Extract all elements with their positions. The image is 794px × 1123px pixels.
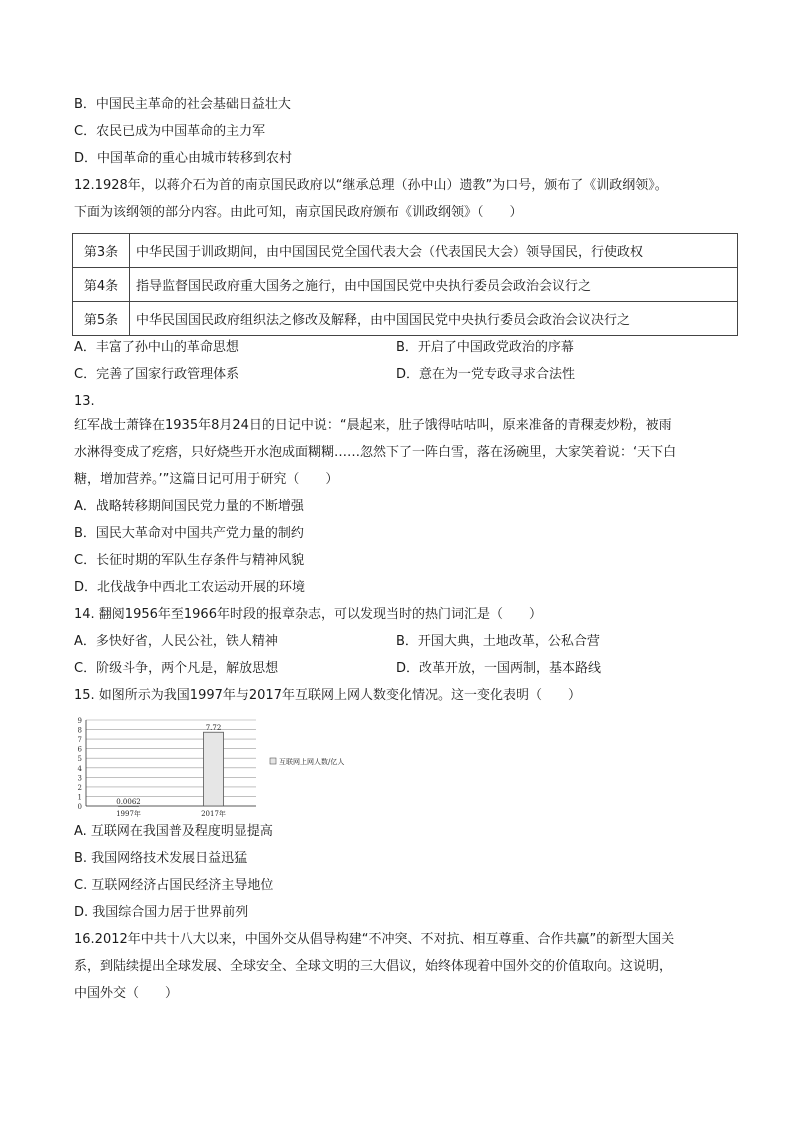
table-row <box>73 234 738 268</box>
legend-swatch <box>270 758 276 764</box>
data-label: 0.0062 <box>116 797 141 806</box>
q11-option-c: C．农民已成为中国革命的主力军 <box>74 124 266 139</box>
q14-option-c: C．阶级斗争，两个凡是，解放思想 <box>74 661 279 676</box>
chart-legend <box>270 757 344 766</box>
y-tick-label: 3 <box>77 774 82 783</box>
x-tick-label: 2017年 <box>201 810 226 818</box>
y-tick-label: 0 <box>77 803 82 811</box>
y-tick-label: 7 <box>77 736 82 745</box>
legend-label: 互联网上网人数/亿人 <box>279 758 345 766</box>
article-number: 第3条 <box>73 234 130 268</box>
article-content: 指导监督国民政府重大国务之施行，由中国国民党中央执行委员会政治会议行之 <box>130 268 738 302</box>
q15-option-a: A. 互联网在我国普及程度明显提高 <box>74 824 273 839</box>
x-tick-label: 1997年 <box>116 810 141 818</box>
y-tick-label: 8 <box>77 726 82 735</box>
article-number: 第4条 <box>73 268 130 302</box>
article-content: 中华民国于训政期间，由中国国民党全国代表大会（代表国民大会）领导国民，行使政权 <box>130 234 738 268</box>
q13-stem-line3: 糖，增加营养。’”这篇日记可用于研究（ ） <box>74 472 339 487</box>
y-tick-label: 5 <box>77 755 82 764</box>
y-tick-label: 4 <box>77 764 82 773</box>
q14-stem: 14. 翻阅1956年至1966年时段的报章杂志，可以发现当时的热门词汇是（ ） <box>74 607 542 622</box>
q13-option-a: A．战略转移期间国民党力量的不断增强 <box>74 499 304 514</box>
q15-option-b: B. 我国网络技术发展日益迅猛 <box>74 851 248 866</box>
q14-option-b: B．开国大典，土地改革，公私合营 <box>396 634 600 649</box>
q12-option-a: A．丰富了孙中山的革命思想 <box>74 340 239 355</box>
q12-option-b: B．开启了中国政党政治的序幕 <box>396 340 574 355</box>
table-row <box>73 268 738 302</box>
data-label: 7.72 <box>205 724 222 733</box>
q12-stem-line1: 12.1928年，以蒋介石为首的南京国民政府以“继承总理（孙中山）遗教”为口号，颁布了《训政纲领》。 <box>74 178 668 193</box>
q12-stem-line2: 下面为该纲领的部分内容。由此可知，南京国民政府颁布《训政纲领》（ ） <box>74 205 523 220</box>
y-tick-label: 9 <box>77 717 82 725</box>
q15-stem: 15. 如图所示为我国1997年与2017年互联网上网人数变化情况。这一变化表明（ ） <box>74 688 581 703</box>
q13-number: 13. <box>74 394 95 409</box>
article-content: 中华民国国民政府组织法之修改及解释，由中国国民党中央执行委员会政治会议决行之 <box>130 302 738 336</box>
q11-option-b: B．中国民主革命的社会基础日益壮大 <box>74 97 291 112</box>
internet-users-chart <box>70 712 370 822</box>
y-axis <box>78 717 256 811</box>
q15-option-c: C. 互联网经济占国民经济主导地位 <box>74 878 274 893</box>
q14-option-a: A．多快好省，人民公社，铁人精神 <box>74 634 278 649</box>
chart-bars <box>116 724 223 806</box>
q13-stem-line1: 红军战士萧锋在1935年8月24日的日记中说：“晨起来，肚子饿得咕咕叫，原来准备的青稞麦炒粉，被雨 <box>74 418 672 433</box>
q13-stem-line2: 水淋得变成了疙瘩，只好烧些开水泡成面糊糊……忽然下了一阵白雪，落在汤碗里，大家笑着说：‘天下白 <box>74 445 677 460</box>
bar <box>119 806 139 807</box>
q12-option-c: C．完善了国家行政管理体系 <box>74 367 240 382</box>
q13-option-b: B．国民大革命对中国共产党力量的制约 <box>74 526 304 541</box>
bar <box>204 732 224 806</box>
q15-option-d: D. 我国综合国力居于世界前列 <box>74 905 249 920</box>
y-tick-label: 1 <box>77 793 82 802</box>
article-number: 第5条 <box>73 302 130 336</box>
q16-stem-line3: 中国外交（ ） <box>74 986 179 1001</box>
y-tick-label: 2 <box>77 783 82 792</box>
chart-grid <box>86 720 256 806</box>
q16-stem-line2: 系，到陆续提出全球发展、全球安全、全球文明的三大倡议，始终体现着中国外交的价值取向。这说明， <box>74 959 673 974</box>
q11-option-d: D．中国革命的重心由城市转移到农村 <box>74 151 293 166</box>
table-row <box>73 302 738 336</box>
q12-option-d: D．意在为一党专政寻求合法性 <box>396 367 576 382</box>
y-tick-label: 6 <box>77 745 82 754</box>
q14-option-d: D．改革开放，一国两制，基本路线 <box>396 661 602 676</box>
x-axis-labels <box>116 809 226 818</box>
q12-outline-table <box>72 233 738 336</box>
q13-option-d: D．北伐战争中西北工农运动开展的环境 <box>74 580 306 595</box>
q16-stem-line1: 16.2012年中共十八大以来，中国外交从倡导构建“不冲突、不对抗、相互尊重、合作共赢”的新型大国关 <box>74 932 675 947</box>
q13-option-c: C．长征时期的军队生存条件与精神风貌 <box>74 553 305 568</box>
